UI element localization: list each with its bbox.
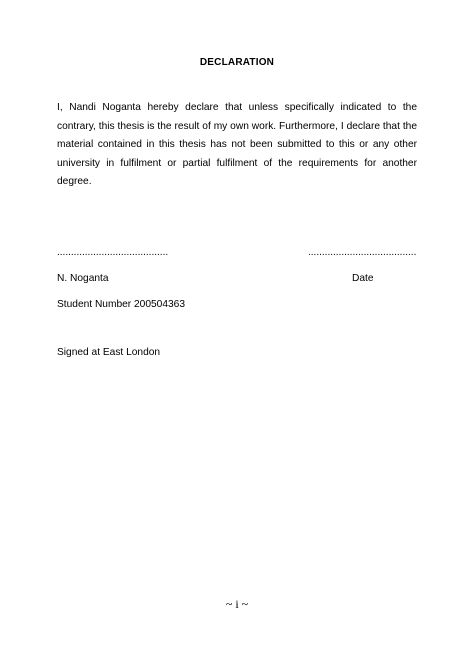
student-number: Student Number 200504363	[57, 299, 186, 310]
signatory-name: N. Noganta	[57, 273, 109, 284]
page-number: ~ i ~	[225, 597, 249, 611]
signature-line: ........................................	[57, 247, 169, 258]
date-line: .......................................	[308, 247, 417, 258]
signed-location: Signed at East London	[57, 347, 161, 358]
page-title: DECLARATION	[199, 57, 275, 68]
declaration-paragraph: I, Nandi Noganta hereby declare that unless specifically indicated to the contrary, this thesis is the result of my own work. Furthermore, I declare that the material contained in this thesis has not been submitted to this or any other university in fulfilment or partial fulfilment of the requirements for another degree.	[57, 102, 417, 187]
date-label: Date	[352, 273, 374, 284]
